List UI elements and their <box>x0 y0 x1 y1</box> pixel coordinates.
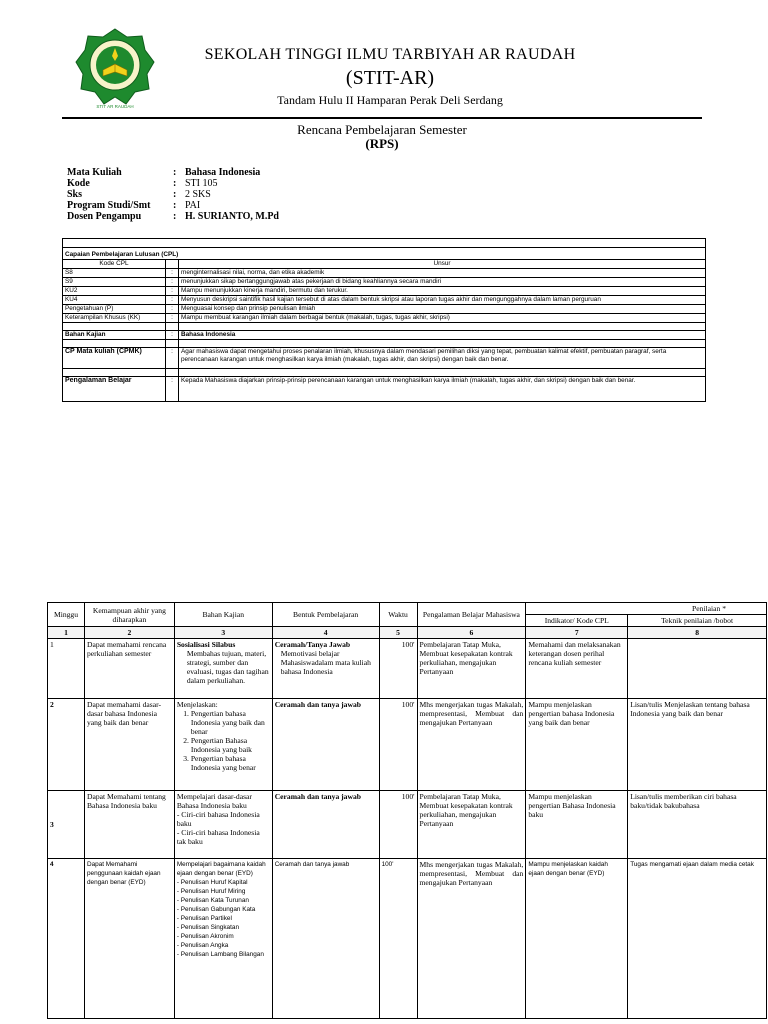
kemampuan-cell: Dapat Memahami penggunaan kaidah ejaan dengan benar (EYD) <box>84 859 174 1019</box>
cpl-text: Mampu menunjukkan kinerja mandiri, bermutu dan terukur. <box>179 287 706 296</box>
cpl-code: Keterampilan Khusus (KK) <box>63 314 166 323</box>
cpl-col-unsur: Unsur <box>179 260 706 269</box>
info-row <box>67 211 279 222</box>
table-row <box>48 791 767 859</box>
col-waktu: Waktu <box>379 603 417 627</box>
cpmk-value: Agar mahasiswa dapat mengetahui proses penalaran ilmiah, khususnya dalam mendasari pemilihan diksi yang tepat, pembuatan kalimat efektif, pembuatan paragraf, serta perencanaan karangan untuk menghasilkan karya ilmiah (makalah, tugas akhir, dan skripsi) dengan baik dan benar. <box>179 348 706 369</box>
table-row <box>63 377 706 402</box>
cpl-text: Menyusun deskripsi saintifik hasil kajian tersebut di atas dalam bentuk skripsi atau laporan tugas akhir dan mengunggahnya dalam laman perguruan <box>179 296 706 305</box>
info-value: H. SURIANTO, M.Pd <box>185 211 279 222</box>
table-row <box>63 287 706 296</box>
indikator-cell: Mampu menjelaskan pengertian bahasa Indonesia yang baik dan benar <box>526 699 628 791</box>
pengalaman-cell: Mhs mengerjakan tugas Makalah, mempresentasi, Membuat dan mengajukan Pertanyaan <box>417 859 526 1019</box>
table-row <box>63 269 706 278</box>
bahan-kajian-value: Bahasa Indonesia <box>179 331 706 340</box>
bentuk-cell <box>272 859 379 1019</box>
table-row <box>63 348 706 369</box>
waktu-cell: 100' <box>379 639 417 699</box>
indikator-cell: Mampu menjelaskan kaidah ejaan dengan benar (EYD) <box>526 859 628 1019</box>
bahan-cell <box>174 639 272 699</box>
table-row <box>63 314 706 323</box>
pengalaman-cell: Mhs mengerjakan tugas Makalah, mempresentasi, Membuat dan mengajukan Pertanyaan <box>417 699 526 791</box>
info-row <box>67 167 279 178</box>
header-divider <box>62 117 702 119</box>
list-item: 1. Pengertian bahasa Indonesia yang baik dan benar <box>191 709 270 736</box>
col-teknik: Teknik penilaian /bobot <box>628 615 767 627</box>
pengalaman-value: Kepada Mahasiswa diajarkan prinsip-prinsip perencanaan karangan untuk menghasilkan karya ilmiah (makalah, tugas akhir, dan skripsi) dengan baik dan benar. <box>179 377 706 402</box>
bahan-list <box>177 709 270 772</box>
info-row <box>67 200 279 211</box>
waktu-cell: 100' <box>379 859 417 1019</box>
bahan-title: Sosialisasi Silabus <box>176 640 236 649</box>
document-title <box>62 123 702 151</box>
cpl-table <box>62 238 706 402</box>
info-row <box>67 189 279 200</box>
bentuk-title: Ceramah dan tanya jawab <box>274 792 361 801</box>
info-value: STI 105 <box>185 178 218 189</box>
document-title-main: Rencana Pembelajaran Semester <box>297 122 467 137</box>
cpl-sep: : <box>166 314 179 323</box>
week-number: 1 <box>48 639 85 699</box>
indikator-cell: Mampu menjelaskan pengertian Bahasa Indonesia baku <box>526 791 628 859</box>
col-kemampuan: Kemampuan akhir yang diharapkan <box>84 603 174 627</box>
cpl-code: KU2 <box>63 287 166 296</box>
school-abbrev: (STIT-AR) <box>345 67 435 89</box>
cpl-code: Pengetahuan (P) <box>63 305 166 314</box>
list-item: - Penulisan Huruf Kapital <box>176 879 248 886</box>
bentuk-text: Memotivasi belajar Mahasiswadalam mata kuliah bahasa Indonesia <box>280 649 371 676</box>
info-sep: : <box>173 178 177 189</box>
col-minggu: Minggu <box>48 603 85 627</box>
bentuk-title: Ceramah dan tanya jawab <box>274 861 350 868</box>
bahan-cell <box>174 699 272 791</box>
list-item: - Ciri-ciri bahasa Indonesia tak baku <box>176 828 260 846</box>
col-number: 7 <box>526 627 628 639</box>
bentuk-cell <box>272 699 379 791</box>
bahan-cell <box>174 859 272 1019</box>
plan-table <box>47 602 767 1019</box>
bahan-kajian-label: Bahan Kajian <box>63 331 166 340</box>
logo-caption: STIT AR RAUDAH <box>96 104 134 109</box>
week-number: 2 <box>48 699 85 791</box>
table-row <box>63 331 706 340</box>
info-sep: : <box>173 189 177 200</box>
bahan-kajian-sep: : <box>166 331 179 340</box>
cpl-code: KU4 <box>63 296 166 305</box>
cpl-text: menunjukkan sikap bertanggungjawab atas pekerjaan di bidang keahliannya secara mandiri <box>179 278 706 287</box>
bahan-title: Menjelaskan: <box>176 700 218 709</box>
cpl-col-sep <box>166 260 179 269</box>
col-number: 6 <box>417 627 526 639</box>
cpl-text: Mampu membuat karangan ilmiah dalam berbagai bentuk (makalah, tugas, tugas akhir, skripsi) <box>179 314 706 323</box>
col-pengalaman: Pengalaman Belajar Mahasiswa <box>417 603 526 627</box>
list-item: 2. Pengertian Bahasa Indonesia yang baik <box>191 736 270 754</box>
bahan-title: Mempelajari dasar-dasar Bahasa Indonesia baku <box>176 792 252 810</box>
list-item: - Penulisan Lambang Bilangan <box>176 951 264 958</box>
cpl-sep: : <box>166 296 179 305</box>
cpl-col-kode: Kode CPL <box>63 260 166 269</box>
info-label: Kode <box>67 178 90 189</box>
bentuk-cell <box>272 639 379 699</box>
table-row <box>48 859 767 1019</box>
bahan-cell <box>174 791 272 859</box>
cpl-code: S9 <box>63 278 166 287</box>
list-item: - Penulisan Kata Turunan <box>176 897 249 904</box>
col-number: 5 <box>379 627 417 639</box>
waktu-cell: 100' <box>379 791 417 859</box>
col-number: 8 <box>628 627 767 639</box>
school-address: Tandam Hulu II Hamparan Perak Deli Serdang <box>277 93 503 107</box>
kemampuan-cell: Dapat Memahami tentang Bahasa Indonesia baku <box>84 791 174 859</box>
pengalaman-cell: Pembelajaran Tatap Muka, Membuat kesepakatan kontrak perkuliahan, mengajukan Pertanyaan <box>417 639 526 699</box>
col-number: 4 <box>272 627 379 639</box>
table-row <box>63 278 706 287</box>
teknik-cell: Tugas mengamati ejaan dalam media cetak <box>628 859 767 1019</box>
list-item: - Penulisan Angka <box>176 942 229 949</box>
document-subtitle: (RPS) <box>365 136 399 151</box>
teknik-cell: Lisan/tulis Menjelaskan tentang bahasa Indonesia yang baik dan benar <box>628 699 767 791</box>
teknik-cell: Lisan/tulis memberikan ciri bahasa baku/tidak bakubahasa <box>628 791 767 859</box>
table-row <box>48 699 767 791</box>
bentuk-title: Ceramah dan tanya jawab <box>274 700 361 709</box>
list-item: - Penulisan Akronim <box>176 933 234 940</box>
cpl-spacer <box>63 239 706 248</box>
bahan-text: Membahas tujuan, materi, strategi, sumber dan evaluasi, tugas dan tagihan dalam perkuliahan. <box>186 649 269 685</box>
col-indikator: Indikator/ Kode CPL <box>526 615 628 627</box>
kemampuan-cell: Dapat memahami dasar-dasar bahasa Indonesia yang baik dan benar <box>84 699 174 791</box>
cpl-sep: : <box>166 269 179 278</box>
info-label: Program Studi/Smt <box>67 200 151 211</box>
list-item: - Penulisan Partikel <box>176 915 232 922</box>
info-label: Sks <box>67 189 83 200</box>
course-info <box>67 167 279 222</box>
col-number: 1 <box>48 627 85 639</box>
cpl-sep: : <box>166 278 179 287</box>
college-logo <box>75 28 155 106</box>
plan-header-row <box>48 603 767 615</box>
col-bahan: Bahan Kajian <box>174 603 272 627</box>
table-row <box>63 296 706 305</box>
list-item: 3. Pengertian bahasa Indonesia yang benar <box>191 754 270 772</box>
cpmk-sep: : <box>166 348 179 369</box>
waktu-cell: 100' <box>379 699 417 791</box>
cpl-code: S8 <box>63 269 166 278</box>
info-sep: : <box>173 211 177 222</box>
info-value: Bahasa Indonesia <box>185 167 261 178</box>
cpl-sep: : <box>166 305 179 314</box>
info-sep: : <box>173 167 177 178</box>
info-value: PAI <box>185 200 201 211</box>
bentuk-cell <box>272 791 379 859</box>
pengalaman-sep: : <box>166 377 179 402</box>
pengalaman-cell: Pembelajaran Tatap Muka, Membuat kesepakatan kontrak perkuliahan, mengajukan Pertanyaan <box>417 791 526 859</box>
list-item: - Ciri-ciri bahasa Indonesia baku <box>176 810 260 828</box>
table-row <box>48 639 767 699</box>
week-number: 3 <box>48 791 85 859</box>
kemampuan-cell: Dapat memahami rencana perkuliahan semester <box>84 639 174 699</box>
cpl-text: menginternalisasi nilai, norma, dan etika akademik <box>179 269 706 278</box>
info-sep: : <box>173 200 177 211</box>
indikator-cell: Memahami dan melaksanakan keterangan dosen perihal rencana kuliah semester <box>526 639 628 699</box>
cpl-section-title: Capaian Pembelajaran Lulusan (CPL) <box>63 248 706 260</box>
info-label: Dosen Pengampu <box>67 211 142 222</box>
info-label: Mata Kuliah <box>67 167 122 178</box>
col-number: 3 <box>174 627 272 639</box>
week-number: 4 <box>48 859 85 1019</box>
cpl-header-row <box>63 260 706 269</box>
teknik-cell <box>628 639 767 699</box>
bahan-title: Mempelajari bagaimana kaidah ejaan dengan benar (EYD) <box>176 861 266 877</box>
col-number: 2 <box>84 627 174 639</box>
list-item: - Penulisan Singkatan <box>176 924 239 931</box>
cpl-text: Menguasai konsep dan prinsip penulisan ilmiah <box>179 305 706 314</box>
cpl-sep: : <box>166 287 179 296</box>
pengalaman-label: Pengalaman Belajar <box>63 377 166 402</box>
list-item: - Penulisan Gabungan Kata <box>176 906 256 913</box>
table-row <box>63 305 706 314</box>
info-row <box>67 178 279 189</box>
info-value: 2 SKS <box>185 189 211 200</box>
col-number-row <box>48 627 767 639</box>
school-name: SEKOLAH TINGGI ILMU TARBIYAH AR RAUDAH <box>204 46 576 63</box>
list-item: - Penulisan Huruf Miring <box>176 888 246 895</box>
bentuk-title: Ceramah/Tanya Jawab <box>274 640 351 649</box>
col-penilaian: Penilaian * <box>526 603 767 615</box>
col-bentuk: Bentuk Pembelajaran <box>272 603 379 627</box>
cpmk-label: CP Mata kuliah (CPMK) <box>63 348 166 369</box>
